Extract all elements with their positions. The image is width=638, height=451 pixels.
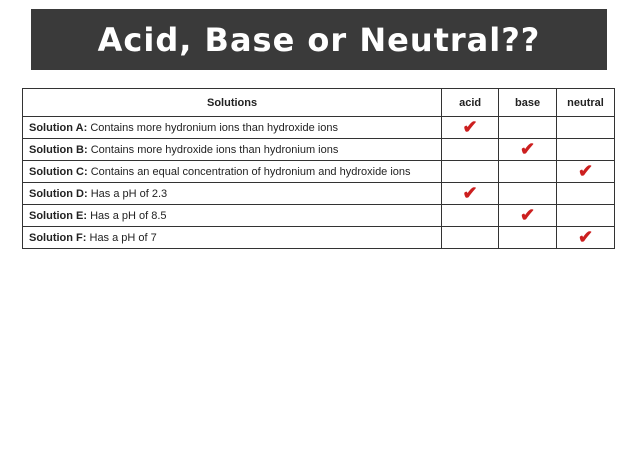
acid-check-icon: ✔ bbox=[442, 117, 499, 139]
neutral-check-icon bbox=[557, 139, 615, 161]
table-row bbox=[23, 161, 615, 183]
acid-check-icon: ✔ bbox=[442, 183, 499, 205]
solution-description bbox=[23, 205, 442, 227]
solution-label: Solution F: bbox=[29, 231, 87, 244]
table-row bbox=[23, 227, 615, 249]
base-check-icon bbox=[499, 117, 557, 139]
acid-check-icon bbox=[442, 161, 499, 183]
solution-label: Solution C: bbox=[29, 165, 88, 178]
acid-check-icon bbox=[442, 139, 499, 161]
solutions-table bbox=[22, 88, 615, 249]
table-header-row bbox=[23, 89, 615, 117]
solution-description bbox=[23, 117, 442, 139]
neutral-check-icon bbox=[557, 117, 615, 139]
solution-text: Contains more hydroxide ions than hydronium ions bbox=[90, 143, 339, 156]
acid-check-icon bbox=[442, 205, 499, 227]
neutral-check-icon: ✔ bbox=[557, 161, 615, 183]
neutral-check-icon bbox=[557, 205, 615, 227]
solution-label: Solution A: bbox=[29, 121, 88, 134]
base-check-icon bbox=[499, 183, 557, 205]
neutral-check-icon: ✔ bbox=[557, 227, 615, 249]
table-row bbox=[23, 183, 615, 205]
solution-label: Solution D: bbox=[29, 187, 88, 200]
table-row bbox=[23, 205, 615, 227]
table-row bbox=[23, 139, 615, 161]
header-acid: acid bbox=[442, 89, 499, 117]
solution-text: Has a pH of 7 bbox=[89, 231, 157, 244]
base-check-icon: ✔ bbox=[499, 205, 557, 227]
base-check-icon bbox=[499, 161, 557, 183]
header-base: base bbox=[499, 89, 557, 117]
solution-description bbox=[23, 183, 442, 205]
base-check-icon bbox=[499, 227, 557, 249]
solution-description bbox=[23, 227, 442, 249]
solution-text: Has a pH of 8.5 bbox=[90, 209, 167, 222]
solution-description bbox=[23, 161, 442, 183]
solution-description bbox=[23, 139, 442, 161]
solution-text: Has a pH of 2.3 bbox=[90, 187, 168, 200]
header-solutions: Solutions bbox=[23, 89, 442, 117]
solution-label: Solution B: bbox=[29, 143, 88, 156]
page-title: Acid, Base or Neutral?? bbox=[31, 9, 607, 70]
header-neutral: neutral bbox=[557, 89, 615, 117]
solution-label: Solution E: bbox=[29, 209, 88, 222]
acid-check-icon bbox=[442, 227, 499, 249]
base-check-icon: ✔ bbox=[499, 139, 557, 161]
solution-text: Contains more hydronium ions than hydroxide ions bbox=[90, 121, 338, 134]
neutral-check-icon bbox=[557, 183, 615, 205]
table-row bbox=[23, 117, 615, 139]
solution-text: Contains an equal concentration of hydronium and hydroxide ions bbox=[90, 165, 411, 178]
